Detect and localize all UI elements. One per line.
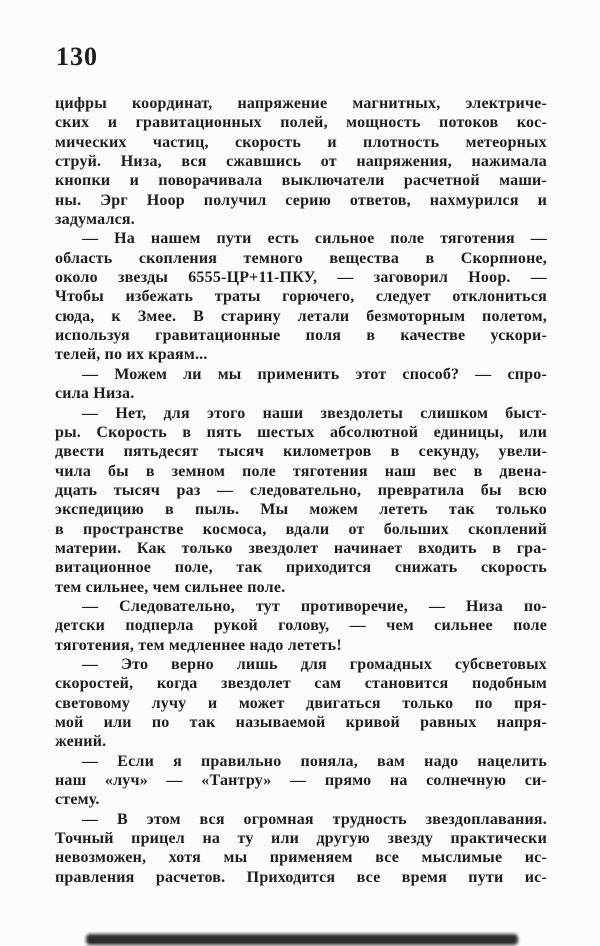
text-line: — Можем ли мы применить этот способ? — спро- bbox=[82, 365, 547, 383]
text-line: цифры координат, напряжение магнитных, электриче- bbox=[55, 95, 547, 112]
text-line: ских и гравитационных полей, мощность потоков кос- bbox=[55, 114, 547, 132]
text-line: сила Низа. bbox=[55, 385, 135, 403]
text-line: Чтобы избежать траты горючего, следует отклониться bbox=[55, 288, 547, 306]
text-line: наш «луч» — «Тантру» — прямо на солнечную си- bbox=[55, 772, 547, 790]
text-line: мических частиц, скорость и плотность метеорных bbox=[55, 133, 547, 151]
text-line: чила бы в земном поле тяготения наш вес в двена- bbox=[55, 462, 547, 480]
text-line: струй. Низа, вся сжавшись от напряжения, нажимала bbox=[55, 153, 547, 171]
text-line: ры. Скорость в пять шестых абсолютной единицы, или bbox=[55, 423, 547, 441]
text-line: телей, по их краям... bbox=[55, 346, 208, 364]
text-line: сюда, к Змее. В старину летали безмоторным полетом, bbox=[55, 307, 547, 325]
text-line: — Если я правильно поняла, вам надо нацелить bbox=[82, 752, 547, 770]
text-line: — Это верно лишь для громадных субсветовых bbox=[82, 655, 547, 673]
text-line: — На нашем пути есть сильное поле тяготения — bbox=[82, 230, 547, 248]
scan-smudge-artifact bbox=[86, 934, 518, 945]
text-line: область скопления темного вещества в Скорпионе, bbox=[55, 249, 547, 267]
text-line: — В этом вся огромная трудность звездоплавания. bbox=[82, 810, 547, 828]
text-line: стему. bbox=[55, 791, 100, 809]
text-line: ны. Эрг Ноор получил серию ответов, нахмурился и bbox=[55, 191, 547, 209]
text-line: около звезды 6555-ЦР+11-ПКУ, — заговорил Ноор. — bbox=[55, 269, 547, 287]
text-line: используя гравитационные поля в качестве ускори- bbox=[55, 327, 547, 345]
text-line: — Следовательно, тут противоречие, — Низа по- bbox=[82, 597, 547, 615]
text-line: невозможен, хотя мы применяем все мыслимые ис- bbox=[55, 849, 547, 867]
text-line: в пространстве космоса, вдали от больших скоплений bbox=[55, 520, 547, 538]
text-line: Точный прицел на ту или другую звезду практически bbox=[55, 830, 547, 848]
text-line: витационное поле, так приходится снижать скорость bbox=[55, 559, 547, 577]
text-line: экспедицию в пыль. Мы можем лететь так только bbox=[55, 501, 547, 519]
text-line: двести пятьдесят тысяч километров в секунду, увели- bbox=[55, 443, 547, 461]
text-line: световому лучу и может двигаться только по пря- bbox=[55, 694, 547, 712]
text-line: правления расчетов. Приходится все время пути ис- bbox=[55, 868, 547, 886]
text-line: мой или по так называемой кривой равных напря- bbox=[55, 714, 547, 731]
text-line: дцать тысяч раз — следовательно, превратила бы всю bbox=[55, 481, 547, 499]
text-line: — Нет, для этого наши звездолеты слишком быст- bbox=[82, 404, 547, 422]
text-line: материи. Как только звездолет начинает входить в гра- bbox=[55, 539, 547, 557]
text-line: детски подперла рукой голову, — чем сильнее поле bbox=[55, 617, 547, 635]
text-line: задумался. bbox=[55, 211, 135, 229]
text-block bbox=[55, 94, 547, 887]
text-line: тяготения, тем медленнее надо лететь! bbox=[55, 636, 342, 654]
page-number: 130 bbox=[56, 42, 98, 71]
text-line: тем сильнее, чем сильнее поле. bbox=[55, 578, 286, 596]
text-line: кнопки и поворачивала выключатели расчетной маши- bbox=[55, 172, 547, 190]
text-line: жений. bbox=[55, 733, 107, 751]
text-line: скоростей, когда звездолет сам становится подобным bbox=[55, 675, 547, 693]
